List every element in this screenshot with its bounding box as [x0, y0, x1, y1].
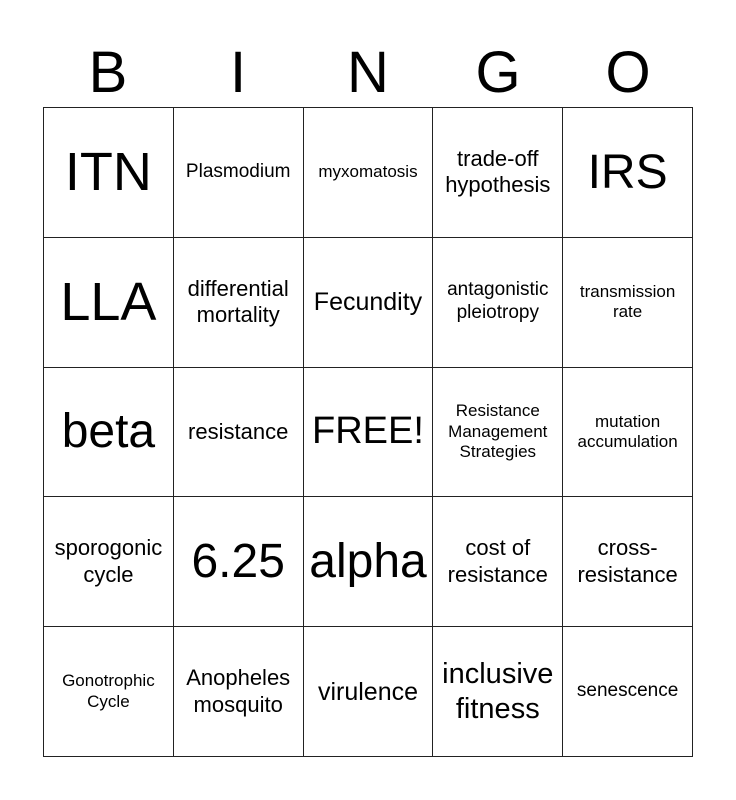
bingo-cell[interactable]	[304, 497, 434, 627]
cell-text: Fecundity	[313, 288, 423, 317]
header-letter-n: N	[347, 40, 389, 105]
bingo-cell[interactable]	[44, 108, 174, 238]
cell-text: alpha	[309, 534, 427, 588]
cell-text: LLA	[60, 271, 157, 332]
bingo-cell[interactable]	[563, 497, 693, 627]
bingo-cell[interactable]	[433, 238, 563, 368]
cell-text: cross-resistance	[577, 535, 678, 587]
bingo-cell[interactable]	[433, 497, 563, 627]
bingo-grid	[43, 107, 693, 757]
cell-text: 6.25	[191, 534, 285, 588]
bingo-cell[interactable]	[563, 627, 693, 757]
cell-text: transmission rate	[579, 281, 676, 322]
cell-text: beta	[61, 405, 156, 459]
cell-text: virulence	[317, 677, 419, 706]
header-letter-o: O	[605, 40, 651, 105]
cell-text: sporogonic cycle	[54, 535, 163, 587]
bingo-cell[interactable]	[433, 627, 563, 757]
bingo-cell[interactable]	[44, 238, 174, 368]
bingo-cell[interactable]	[304, 108, 434, 238]
bingo-cell[interactable]	[563, 368, 693, 498]
cell-text: senescence	[576, 680, 679, 702]
cell-text: inclusive fitness	[442, 657, 554, 725]
cell-text: Anopheles mosquito	[186, 665, 291, 717]
cell-text: trade-off hypothesis	[445, 146, 551, 198]
bingo-cell[interactable]	[563, 108, 693, 238]
free-space[interactable]	[304, 368, 434, 498]
cell-text: cost of resistance	[447, 535, 548, 587]
bingo-cell[interactable]	[174, 368, 304, 498]
bingo-cell[interactable]	[304, 238, 434, 368]
header-letter-g: G	[475, 40, 521, 105]
bingo-cell[interactable]	[563, 238, 693, 368]
cell-text: FREE!	[312, 410, 424, 453]
bingo-cell[interactable]	[304, 627, 434, 757]
bingo-cell[interactable]	[44, 497, 174, 627]
cell-text: mutation accumulation	[577, 411, 678, 451]
header-letter-i: I	[229, 40, 247, 105]
bingo-header	[43, 40, 693, 106]
bingo-cell[interactable]	[433, 368, 563, 498]
bingo-cell[interactable]	[174, 497, 304, 627]
cell-text: antagonistic pleiotropy	[447, 279, 549, 324]
bingo-cell[interactable]	[433, 108, 563, 238]
cell-text: differential mortality	[187, 275, 289, 328]
bingo-cell[interactable]	[174, 627, 304, 757]
header-letter-b: B	[88, 40, 128, 105]
cell-text: Gonotrophic Cycle	[62, 671, 155, 711]
cell-text: myxomatosis	[318, 162, 418, 182]
cell-text: ITN	[64, 142, 152, 202]
cell-text: Resistance Management Strategies	[448, 401, 548, 462]
bingo-cell[interactable]	[174, 108, 304, 238]
bingo-cell[interactable]	[44, 627, 174, 757]
cell-text: resistance	[188, 418, 289, 444]
cell-text: IRS	[587, 145, 668, 199]
bingo-cell[interactable]	[44, 368, 174, 498]
bingo-cell[interactable]	[174, 238, 304, 368]
cell-text: Plasmodium	[185, 161, 291, 182]
